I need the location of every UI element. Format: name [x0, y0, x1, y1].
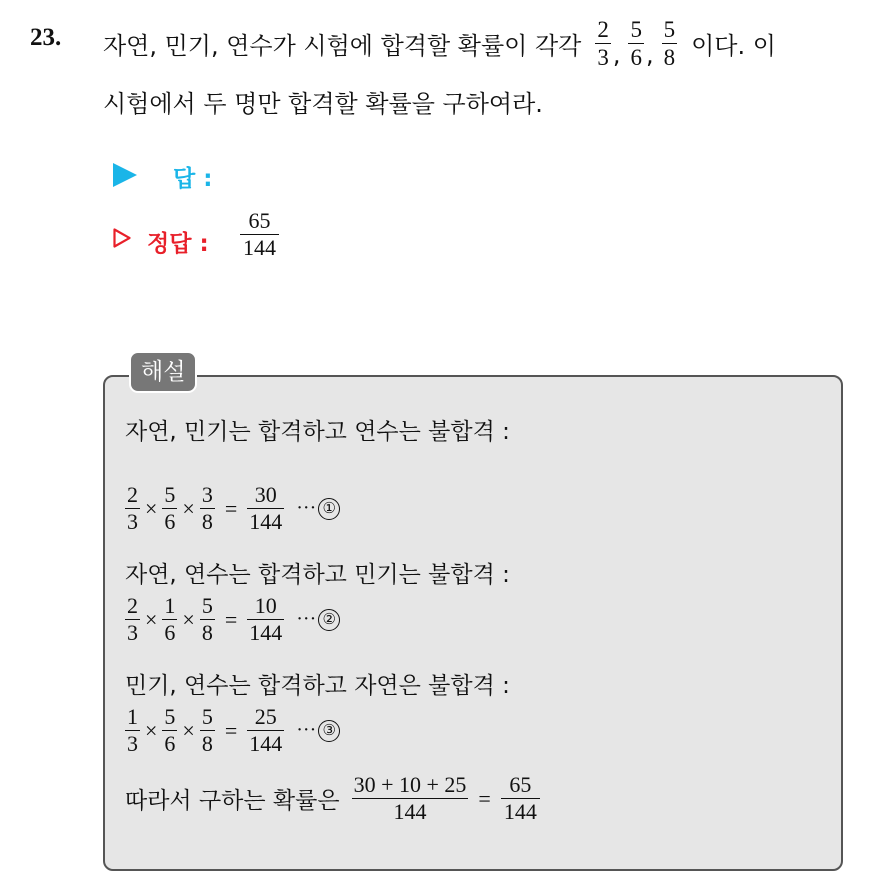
outline-triangle-icon: [113, 228, 131, 248]
question-line-1: [103, 18, 776, 69]
correct-answer-label: 정답 :: [147, 231, 209, 257]
question-line-2: 시험에서 두 명만 합격할 확률을 구하여라.: [103, 90, 543, 118]
case-1-equation: $\frac{2}{3}$ × $\frac{5}{6}$ × $\frac{3}{8}$ = $\frac{30}{144}$ ··· ①: [125, 484, 340, 533]
sum-fraction: $\frac{30 + 10 + 25}{144}$: [353, 772, 467, 824]
question-tail: 이다. 이: [691, 32, 776, 60]
case-1-text: 자연, 민기는 합격하고 연수는 불합격 :: [125, 419, 510, 445]
conclusion-text: 따라서 구하는 확률은: [125, 788, 340, 814]
conclusion-line: 따라서 구하는 확률은 $\frac{30 + 10 + 25}{144}$ = $\frac{65}{144}$: [125, 774, 540, 823]
solution-tab: 해설: [129, 351, 197, 393]
case-2-equation: $\frac{2}{3}$ × $\frac{1}{6}$ × $\frac{5}{8}$ = $\frac{10}{144}$ ··· ②: [125, 595, 340, 644]
case-2-text: 자연, 연수는 합격하고 민기는 불합격 :: [125, 562, 510, 588]
question-text: 자연, 민기, 연수가 시험에 합격할 확률이 각각: [103, 32, 582, 60]
correct-answer-fraction: $\frac{65}{144}$: [240, 210, 279, 259]
final-fraction: $\frac{65}{144}$: [501, 774, 540, 823]
prob-fraction-2: $\frac{5}{6}$: [630, 17, 642, 70]
case-3-equation: $\frac{1}{3}$ × $\frac{5}{6}$ × $\frac{5}{8}$ = $\frac{25}{144}$ ··· ③: [125, 706, 340, 755]
comma: ,: [645, 41, 654, 69]
prob-fraction-3: $\frac{5}{8}$: [663, 17, 676, 70]
case-3-text: 민기, 연수는 합격하고 자연은 불합격 :: [125, 673, 510, 699]
comma: ,: [612, 41, 621, 69]
play-triangle-icon: [113, 163, 137, 187]
prob-fraction-1: $\frac{2}{3}$: [597, 17, 609, 70]
answer-label: 답 :: [173, 166, 213, 192]
question-number: 23.: [30, 24, 62, 51]
